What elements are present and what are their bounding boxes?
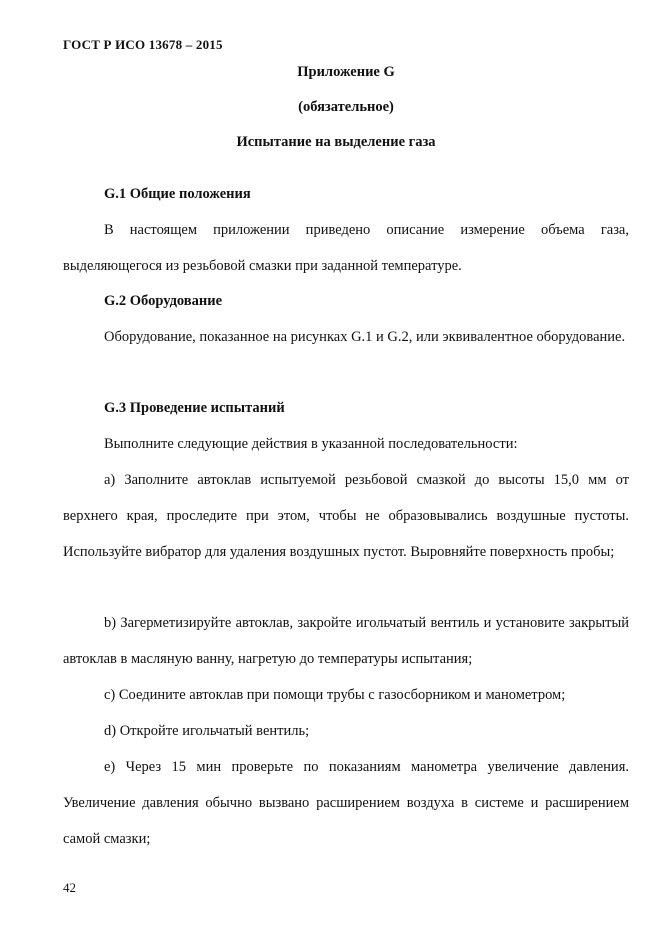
- section-heading-g2: [63, 283, 629, 319]
- section-heading-g3: [63, 390, 629, 426]
- section-heading-text: G.2 Оборудование: [104, 293, 223, 309]
- page-number: 42: [63, 880, 76, 895]
- step-b: [63, 605, 629, 677]
- step-d: [63, 713, 629, 749]
- list-item: d) Откройте игольчатый вентиль;: [104, 723, 310, 739]
- paragraph-text: В настоящем приложении приведено описание измерение объема газа, выделяющегося из резьбовой смазки при заданной температуре.: [63, 222, 629, 274]
- section-heading-g1: [63, 176, 629, 212]
- standard-header: ГОСТ Р ИСО 13678 – 2015: [63, 37, 223, 52]
- section-heading-text: G.1 Общие положения: [104, 186, 251, 202]
- list-item: b) Загерметизируйте автоклав, закройте игольчатый вентиль и установите закрытый автоклав в масляную ванну, нагретую до температуры испытания;: [63, 615, 629, 667]
- step-e: [63, 749, 629, 857]
- appendix-title: Приложение G: [297, 64, 395, 80]
- section-intro-g3: [63, 426, 629, 462]
- list-item: c) Соедините автоклав при помощи трубы с газосборником и манометром;: [104, 687, 566, 703]
- list-item: a) Заполните автоклав испытуемой резьбовой смазкой до высоты 15,0 мм от верхнего края, проследите при этом, чтобы не образовывались воздушные пустоты. Используйте вибратор для удаления воздушных пустот. Выровняйте поверхность пробы;: [63, 472, 629, 560]
- paragraph-text: Оборудование, показанное на рисунках G.1 и G.2, или эквивалентное оборудование.: [104, 329, 626, 345]
- section-paragraph-g1: [63, 212, 629, 284]
- section-paragraph-g2: [63, 319, 629, 355]
- list-item: e) Через 15 мин проверьте по показаниям манометра увеличение давления. Увеличение давления обычно вызвано расширением воздуха в системе и расширением самой смазки;: [63, 759, 629, 847]
- step-a: [63, 462, 629, 570]
- paragraph-text: Выполните следующие действия в указанной последовательности:: [104, 436, 518, 452]
- section-heading-text: G.3 Проведение испытаний: [104, 400, 285, 416]
- appendix-status: (обязательное): [298, 99, 394, 115]
- appendix-name: Испытание на выделение газа: [236, 134, 436, 150]
- step-c: [63, 677, 629, 713]
